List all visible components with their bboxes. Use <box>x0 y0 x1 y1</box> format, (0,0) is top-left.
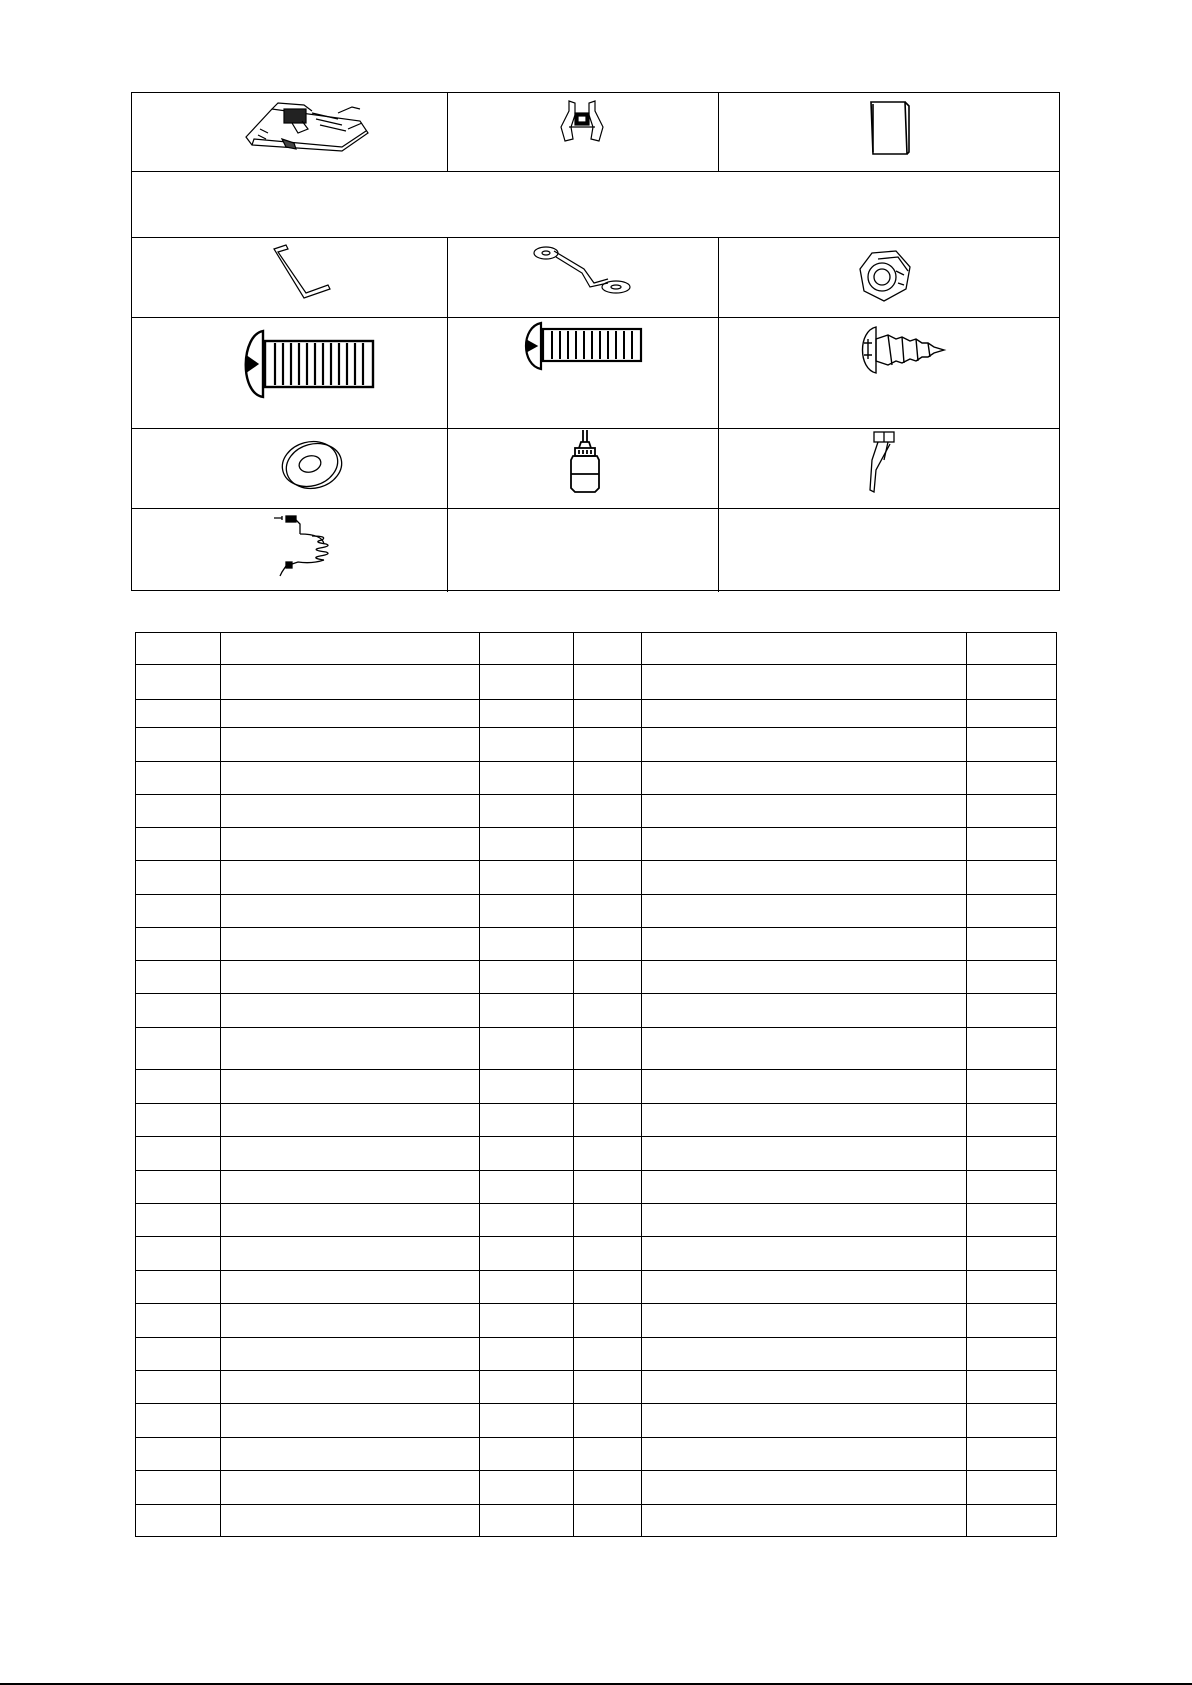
table-cell <box>642 1171 967 1204</box>
table-cell <box>221 1070 480 1104</box>
table-row <box>136 1204 1057 1237</box>
table-row <box>136 1137 1057 1171</box>
table-cell <box>967 700 1057 728</box>
table-cell <box>221 1505 480 1537</box>
table-row <box>136 994 1057 1028</box>
parts-list-table <box>135 632 1057 1537</box>
part-cell-screw <box>718 317 1059 428</box>
table-cell <box>967 633 1057 665</box>
audio-cable-icon <box>272 514 342 578</box>
table-cell <box>642 1505 967 1537</box>
table-cell <box>480 961 574 994</box>
table-cell <box>642 861 967 895</box>
table-cell <box>642 1471 967 1505</box>
table-cell <box>221 1171 480 1204</box>
table-cell <box>480 861 574 895</box>
table-cell <box>967 961 1057 994</box>
table-cell <box>480 1028 574 1070</box>
table-cell <box>574 1471 642 1505</box>
table-cell <box>480 700 574 728</box>
table-cell <box>574 1070 642 1104</box>
table-cell <box>480 1471 574 1505</box>
table-cell <box>574 1271 642 1304</box>
table-row <box>136 1371 1057 1404</box>
table-row <box>136 861 1057 895</box>
table-cell <box>574 1371 642 1404</box>
self-tapping-screw-icon <box>856 325 946 375</box>
table-cell <box>136 1338 221 1371</box>
safety-key-icon <box>866 430 902 496</box>
table-cell <box>221 700 480 728</box>
manual-booklet-icon <box>867 98 911 158</box>
part-cell-bolt-small <box>447 317 718 428</box>
table-cell <box>480 665 574 700</box>
table-cell <box>136 633 221 665</box>
flat-washer-icon <box>278 436 344 492</box>
table-cell <box>574 1237 642 1271</box>
part-cell-bracket <box>447 93 718 171</box>
table-cell <box>221 1271 480 1304</box>
table-cell <box>221 828 480 861</box>
table-cell <box>136 1304 221 1338</box>
table-cell <box>480 795 574 828</box>
table-cell <box>480 1137 574 1171</box>
table-row <box>136 1438 1057 1471</box>
table-cell <box>136 795 221 828</box>
table-cell <box>221 1304 480 1338</box>
table-row <box>136 1070 1057 1104</box>
table-cell <box>967 1371 1057 1404</box>
table-cell <box>221 1237 480 1271</box>
table-cell <box>967 1204 1057 1237</box>
part-cell-allen-key <box>132 237 447 317</box>
table-cell <box>221 1204 480 1237</box>
table-cell <box>642 1137 967 1171</box>
part-cell-manual <box>718 93 1059 171</box>
table-cell <box>221 861 480 895</box>
table-cell <box>221 728 480 762</box>
table-cell <box>480 1404 574 1438</box>
part-cell-empty <box>447 508 718 590</box>
table-cell <box>480 1371 574 1404</box>
table-cell <box>967 1471 1057 1505</box>
table-row <box>136 928 1057 961</box>
table-cell <box>642 1104 967 1137</box>
table-row <box>136 1404 1057 1438</box>
table-cell <box>574 861 642 895</box>
table-cell <box>136 1204 221 1237</box>
table-cell <box>574 1438 642 1471</box>
table-cell <box>136 928 221 961</box>
table-row <box>136 1271 1057 1304</box>
table-cell <box>574 728 642 762</box>
table-cell <box>136 1505 221 1537</box>
part-cell-safety-key <box>718 428 1059 508</box>
table-cell <box>136 665 221 700</box>
table-cell <box>136 1028 221 1070</box>
table-row <box>136 1028 1057 1070</box>
table-cell <box>967 1271 1057 1304</box>
part-cell-empty <box>718 508 1059 590</box>
table-cell <box>136 1438 221 1471</box>
lubricant-bottle-icon <box>565 430 605 494</box>
part-cell-blank-row <box>132 171 1059 237</box>
table-cell <box>221 994 480 1028</box>
table-cell <box>967 1028 1057 1070</box>
table-cell <box>642 1237 967 1271</box>
table-cell <box>574 665 642 700</box>
table-cell <box>221 1338 480 1371</box>
table-row <box>136 1104 1057 1137</box>
table-row <box>136 1237 1057 1271</box>
table-cell <box>642 1404 967 1438</box>
table-cell <box>480 1070 574 1104</box>
table-cell <box>642 1070 967 1104</box>
table-cell <box>221 961 480 994</box>
table-cell <box>967 895 1057 928</box>
table-cell <box>642 665 967 700</box>
table-cell <box>136 1404 221 1438</box>
table-cell <box>480 728 574 762</box>
table-cell <box>574 1028 642 1070</box>
table-cell <box>221 928 480 961</box>
table-cell <box>136 1104 221 1137</box>
table-cell <box>221 1371 480 1404</box>
table-cell <box>574 961 642 994</box>
table-cell <box>480 1271 574 1304</box>
table-cell <box>642 1371 967 1404</box>
table-cell <box>967 861 1057 895</box>
table-cell <box>642 1271 967 1304</box>
table-cell <box>136 828 221 861</box>
table-cell <box>574 700 642 728</box>
table-row <box>136 665 1057 700</box>
table-cell <box>642 1438 967 1471</box>
table-cell <box>967 1070 1057 1104</box>
table-cell <box>221 665 480 700</box>
part-cell-lubricant <box>447 428 718 508</box>
table-cell <box>642 762 967 795</box>
table-cell <box>480 895 574 928</box>
table-cell <box>136 762 221 795</box>
table-cell <box>574 1104 642 1137</box>
table-cell <box>574 1137 642 1171</box>
hex-bolt-large-icon <box>237 329 377 399</box>
table-cell <box>967 1304 1057 1338</box>
table-cell <box>642 1204 967 1237</box>
table-cell <box>221 1137 480 1171</box>
table-cell <box>221 1438 480 1471</box>
table-row <box>136 1471 1057 1505</box>
table-cell <box>136 1371 221 1404</box>
table-row <box>136 828 1057 861</box>
table-cell <box>642 1028 967 1070</box>
table-cell <box>480 1204 574 1237</box>
table-cell <box>574 1505 642 1537</box>
table-cell <box>967 1137 1057 1171</box>
table-cell <box>136 1137 221 1171</box>
table-cell <box>642 895 967 928</box>
parts-illustration-grid <box>131 92 1060 591</box>
part-cell-bolt-large <box>132 317 447 428</box>
treadmill-icon <box>242 99 372 159</box>
table-cell <box>136 861 221 895</box>
table-cell <box>574 1338 642 1371</box>
table-cell <box>574 762 642 795</box>
table-cell <box>967 1505 1057 1537</box>
table-cell <box>480 1237 574 1271</box>
table-cell <box>136 728 221 762</box>
table-cell <box>480 1438 574 1471</box>
table-cell <box>967 928 1057 961</box>
table-cell <box>967 728 1057 762</box>
table-row <box>136 795 1057 828</box>
table-cell <box>136 1171 221 1204</box>
table-cell <box>967 1338 1057 1371</box>
table-cell <box>480 828 574 861</box>
table-row <box>136 728 1057 762</box>
table-row <box>136 961 1057 994</box>
table-cell <box>574 1404 642 1438</box>
table-cell <box>480 1338 574 1371</box>
table-row <box>136 700 1057 728</box>
table-cell <box>967 1438 1057 1471</box>
table-cell <box>221 1104 480 1137</box>
table-cell <box>574 1304 642 1338</box>
table-cell <box>642 795 967 828</box>
part-cell-audio-cable <box>132 508 447 590</box>
lock-nut-icon <box>858 249 912 303</box>
table-cell <box>480 1171 574 1204</box>
table-cell <box>136 961 221 994</box>
table-cell <box>480 994 574 1028</box>
table-row <box>136 895 1057 928</box>
hex-bolt-small-icon <box>519 321 645 371</box>
part-cell-treadmill <box>132 93 447 171</box>
table-cell <box>480 1104 574 1137</box>
table-cell <box>221 1404 480 1438</box>
table-cell <box>642 700 967 728</box>
table-cell <box>967 795 1057 828</box>
part-cell-spanner <box>447 237 718 317</box>
table-cell <box>574 795 642 828</box>
part-cell-washer <box>132 428 447 508</box>
table-cell <box>574 928 642 961</box>
table-cell <box>221 762 480 795</box>
table-cell <box>967 994 1057 1028</box>
table-cell <box>642 1338 967 1371</box>
table-cell <box>136 1070 221 1104</box>
part-cell-nut <box>718 237 1059 317</box>
table-cell <box>574 895 642 928</box>
table-cell <box>642 928 967 961</box>
table-row <box>136 762 1057 795</box>
table-cell <box>574 1171 642 1204</box>
table-cell <box>136 700 221 728</box>
upright-bracket-icon <box>557 97 607 145</box>
table-row <box>136 1338 1057 1371</box>
table-cell <box>574 1204 642 1237</box>
table-header-row <box>136 633 1057 665</box>
table-cell <box>967 1404 1057 1438</box>
table-cell <box>967 665 1057 700</box>
table-cell <box>574 633 642 665</box>
table-cell <box>136 1271 221 1304</box>
table-cell <box>221 795 480 828</box>
table-cell <box>967 762 1057 795</box>
table-row <box>136 1505 1057 1537</box>
table-cell <box>642 828 967 861</box>
table-cell <box>967 828 1057 861</box>
table-cell <box>642 728 967 762</box>
table-cell <box>642 961 967 994</box>
table-cell <box>480 928 574 961</box>
table-cell <box>480 1505 574 1537</box>
table-cell <box>136 994 221 1028</box>
allen-key-icon <box>272 243 332 299</box>
table-cell <box>574 828 642 861</box>
table-cell <box>642 633 967 665</box>
table-cell <box>136 1471 221 1505</box>
table-cell <box>136 1237 221 1271</box>
table-cell <box>967 1104 1057 1137</box>
spanner-wrench-icon <box>532 243 632 299</box>
table-cell <box>480 1304 574 1338</box>
table-cell <box>967 1171 1057 1204</box>
table-cell <box>642 1304 967 1338</box>
table-cell <box>967 1237 1057 1271</box>
table-row <box>136 1304 1057 1338</box>
table-cell <box>221 633 480 665</box>
table-cell <box>221 1471 480 1505</box>
table-cell <box>642 994 967 1028</box>
table-row <box>136 1171 1057 1204</box>
table-cell <box>221 895 480 928</box>
table-cell <box>480 762 574 795</box>
table-cell <box>136 895 221 928</box>
table-cell <box>574 994 642 1028</box>
table-cell <box>480 633 574 665</box>
table-cell <box>221 1028 480 1070</box>
